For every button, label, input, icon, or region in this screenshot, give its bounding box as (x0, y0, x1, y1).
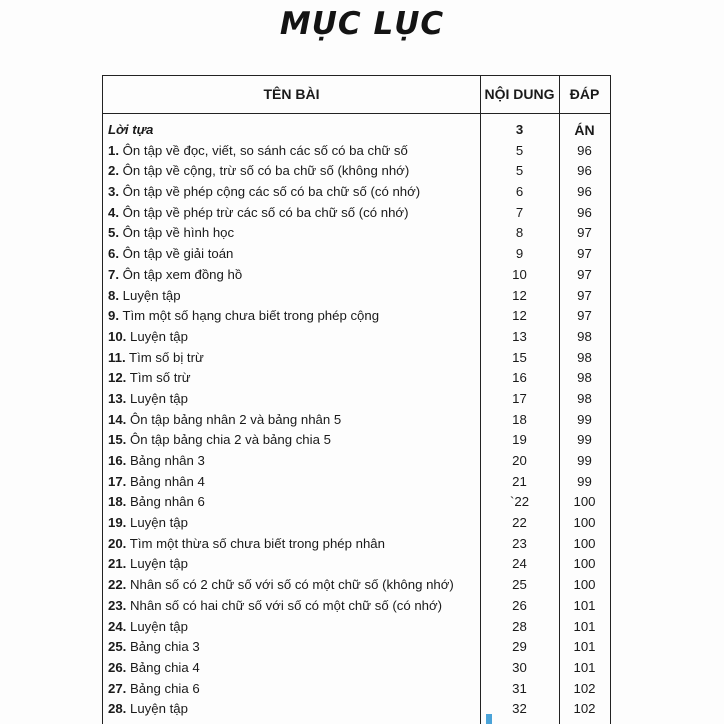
lesson-title (108, 203, 478, 224)
table-row (103, 554, 610, 575)
lesson-number: 3. (108, 184, 119, 200)
header-answer-page: ĐÁP ÁN (569, 86, 600, 138)
answer-page-number: 100 (573, 577, 596, 593)
answer-page-number: 97 (577, 308, 592, 324)
lesson-name: Bảng nhân 6 (130, 494, 205, 510)
lesson-title (108, 368, 478, 389)
answer-page-number: 97 (577, 225, 592, 241)
content-page-number: 20 (512, 453, 527, 468)
answer-page-number: 102 (573, 680, 596, 696)
table-row (103, 286, 610, 307)
content-page-number: 26 (512, 597, 527, 613)
answer-page-number: 97 (577, 266, 592, 282)
lesson-number: 24. (108, 618, 127, 634)
table-row (103, 182, 610, 203)
table-row (103, 265, 610, 286)
lesson-number: 8. (108, 287, 119, 303)
table-row (103, 327, 610, 348)
page-edge-mark (486, 714, 492, 724)
lesson-name: Tìm một số hạng chưa biết trong phép cộng (122, 308, 380, 324)
answer-page-number: 102 (573, 701, 596, 717)
lesson-number: 22. (108, 577, 127, 593)
lesson-title (108, 410, 478, 431)
answer-page-number: 96 (577, 163, 592, 179)
lesson-number: 28. (108, 701, 127, 717)
answer-page-number: 96 (577, 184, 592, 200)
content-page-number: `22 (509, 494, 530, 510)
lesson-number: 26. (108, 659, 127, 675)
lesson-title (108, 141, 478, 162)
answer-page-number: 101 (573, 618, 596, 634)
lesson-name: Ôn tập về phép cộng các số có ba chữ số (có nhớ) (122, 184, 421, 200)
header-content-page: NỘI DUNG (484, 86, 555, 102)
lesson-title (108, 244, 478, 265)
lesson-name: Nhân số có 2 chữ số với số có một chữ số (không nhớ) (130, 577, 454, 593)
lesson-name: Ôn tập bảng chia 2 và bảng chia 5 (130, 432, 331, 448)
lesson-number: 21. (108, 556, 127, 572)
answer-page-number: 100 (573, 556, 596, 572)
table-row (103, 617, 610, 638)
answer-page-number: 97 (577, 287, 592, 303)
table-row (103, 451, 610, 472)
lesson-title (108, 389, 478, 410)
lesson-title (108, 596, 478, 617)
lesson-name: Nhân số có hai chữ số với số có một chữ số (có nhớ) (130, 597, 443, 613)
content-page-number: 13 (512, 328, 527, 344)
answer-page-number: 98 (577, 328, 592, 344)
page-title: MỤC LỤC (279, 6, 445, 42)
lesson-title (108, 265, 478, 286)
answer-page-number: 96 (577, 204, 592, 220)
content-page-number: 5 (515, 163, 524, 179)
lesson-number: 14. (108, 411, 127, 427)
answer-page-number: 98 (577, 370, 592, 386)
content-page-number: 9 (515, 246, 524, 262)
table-row (103, 472, 610, 493)
lesson-title (108, 430, 478, 451)
lesson-name: Tìm số trừ (129, 370, 191, 386)
table-row (103, 679, 610, 700)
table-of-contents (102, 75, 611, 724)
header-lesson-name: TÊN BÀI (263, 86, 320, 102)
table-row (103, 513, 610, 534)
lesson-name: Ôn tập bảng nhân 2 và bảng nhân 5 (130, 411, 342, 427)
lesson-name: Ôn tập xem đồng hồ (122, 266, 243, 282)
table-row (103, 120, 610, 141)
lesson-number: 20. (108, 535, 127, 551)
content-page-number: 15 (512, 349, 527, 365)
answer-page-number: 101 (573, 639, 596, 655)
content-page-number: 24 (512, 556, 527, 572)
answer-page-number: 96 (577, 142, 592, 158)
lesson-name: Luyện tập (122, 287, 181, 303)
lesson-title (108, 492, 478, 513)
lesson-number: 6. (108, 246, 119, 262)
table-row (103, 389, 610, 410)
lesson-title (108, 451, 478, 472)
lesson-number: 25. (108, 639, 127, 655)
lesson-name: Bảng chia 4 (130, 659, 200, 675)
content-page-number: 28 (512, 618, 527, 634)
lesson-title (108, 161, 478, 182)
answer-page-number: 99 (577, 453, 592, 468)
lesson-title (108, 182, 478, 203)
table-row (103, 348, 610, 369)
lesson-name: Tìm một thừa số chưa biết trong phép nhân (129, 535, 385, 551)
answer-page-number: 99 (577, 432, 592, 448)
lesson-name: Bảng chia 3 (130, 639, 200, 655)
table-row (103, 223, 610, 244)
answer-page-number: 98 (577, 349, 592, 365)
content-page-number: 25 (512, 577, 527, 593)
table-row (103, 161, 610, 182)
lesson-name: Ôn tập về đọc, viết, so sánh các số có ba chữ số (122, 142, 408, 158)
content-page-number: 16 (512, 370, 527, 386)
content-page-number: 12 (512, 287, 527, 303)
lesson-title (108, 306, 478, 327)
answer-page-number: 100 (573, 535, 596, 551)
lesson-name: Tìm số bị trừ (129, 349, 204, 365)
content-page-number: 31 (512, 680, 527, 696)
lesson-number: 15. (108, 432, 127, 448)
lesson-number: 13. (108, 390, 127, 406)
lesson-name: Luyện tập (130, 556, 188, 572)
content-page-number: 22 (512, 515, 527, 531)
lesson-number: 27. (108, 680, 127, 696)
content-page-number: 10 (512, 266, 527, 282)
lesson-title (108, 327, 478, 348)
table-row (103, 430, 610, 451)
lesson-title (108, 575, 478, 596)
lesson-number: 4. (108, 204, 119, 220)
content-page-number: 17 (512, 390, 527, 406)
table-row (103, 637, 610, 658)
table-row (103, 699, 610, 720)
table-row (103, 492, 610, 513)
lesson-number: 2. (108, 163, 119, 179)
lesson-name: Ôn tập về cộng, trừ số có ba chữ số (không nhớ) (122, 163, 410, 179)
lesson-number: 9. (108, 308, 119, 324)
lesson-name: Luyện tập (130, 390, 188, 406)
lesson-title (108, 658, 478, 679)
table-row (103, 141, 610, 162)
content-page-number: 7 (515, 204, 524, 220)
content-page-number: 30 (512, 659, 527, 675)
lesson-name: Ôn tập về phép trừ các số có ba chữ số (có nhớ) (122, 204, 409, 220)
lesson-name: Ôn tập về hình học (122, 225, 235, 241)
table-row (103, 658, 610, 679)
answer-page-number: 101 (573, 597, 596, 613)
content-page-number: 29 (512, 639, 527, 655)
lesson-title (108, 679, 478, 700)
answer-page-number: 99 (577, 411, 592, 427)
answer-page-number: 101 (573, 659, 596, 675)
lesson-title (108, 513, 478, 534)
lesson-number: 19. (108, 515, 127, 531)
content-page-number: 5 (515, 142, 524, 158)
answer-page-number: 100 (573, 515, 596, 531)
answer-page-number: 100 (573, 494, 596, 510)
preface-content-page: 3 (515, 122, 524, 137)
lesson-name: Bảng chia 6 (130, 680, 200, 696)
preface-title: Lời tựa (108, 122, 154, 137)
content-page-number: 19 (512, 432, 527, 448)
lesson-title (108, 637, 478, 658)
toc-rows (103, 120, 610, 720)
lesson-name: Bảng nhân 3 (130, 453, 205, 468)
lesson-number: 17. (108, 473, 127, 489)
lesson-name: Luyện tập (130, 328, 188, 344)
lesson-title (108, 348, 478, 369)
lesson-name: Luyện tập (130, 515, 188, 531)
table-row (103, 534, 610, 555)
content-page-number: 32 (512, 701, 527, 717)
answer-page-number: 99 (577, 473, 592, 489)
answer-page-number: 97 (577, 246, 592, 262)
lesson-number: 5. (108, 225, 119, 241)
lesson-number: 11. (108, 349, 126, 365)
answer-page-number: 98 (577, 390, 592, 406)
lesson-title (108, 472, 478, 493)
lesson-title (108, 223, 478, 244)
table-row (103, 203, 610, 224)
content-page-number: 6 (515, 184, 524, 200)
lesson-name: Luyện tập (130, 618, 188, 634)
lesson-number: 7. (108, 266, 119, 282)
table-row (103, 575, 610, 596)
lesson-title (108, 534, 478, 555)
lesson-title (108, 286, 478, 307)
lesson-number: 18. (108, 494, 127, 510)
lesson-title (108, 617, 478, 638)
table-row (103, 368, 610, 389)
lesson-number: 10. (108, 328, 127, 344)
content-page-number: 21 (512, 473, 527, 489)
table-row (103, 596, 610, 617)
lesson-name: Bảng nhân 4 (130, 473, 205, 489)
lesson-title (108, 699, 478, 720)
table-row (103, 244, 610, 265)
content-page-number: 23 (512, 535, 527, 551)
table-row (103, 306, 610, 327)
lesson-number: 23. (108, 597, 127, 613)
lesson-number: 1. (108, 142, 119, 158)
lesson-title (108, 554, 478, 575)
lesson-name: Luyện tập (130, 701, 188, 717)
content-page-number: 18 (512, 411, 527, 427)
content-page-number: 12 (512, 308, 527, 324)
content-page-number: 8 (515, 225, 524, 241)
table-row (103, 410, 610, 431)
lesson-number: 12. (108, 370, 127, 386)
lesson-name: Ôn tập về giải toán (122, 246, 234, 262)
lesson-number: 16. (108, 453, 127, 468)
